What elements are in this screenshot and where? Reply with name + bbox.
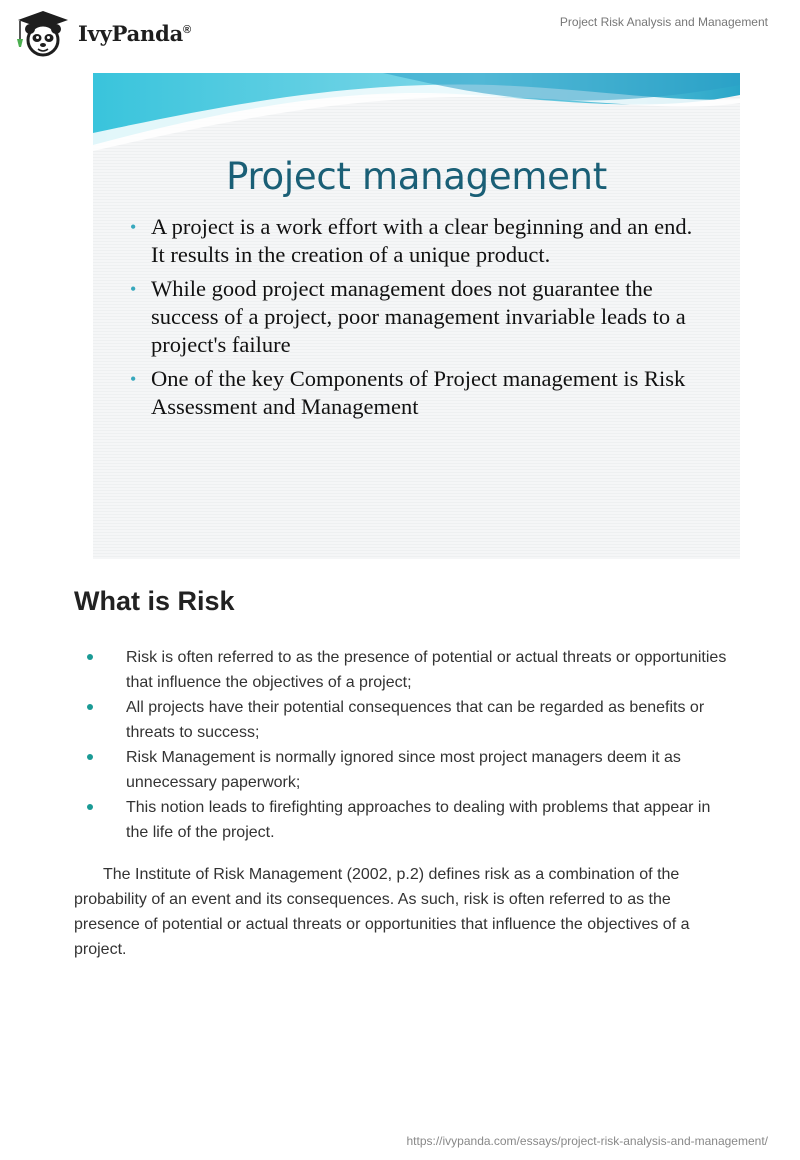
- panda-graduate-icon: [14, 9, 72, 57]
- slide-title: Project management: [226, 155, 607, 198]
- footer-url-link[interactable]: https://ivypanda.com/essays/project-risk-analysis-and-management/: [406, 1134, 768, 1148]
- section-heading: What is Risk: [74, 586, 235, 616]
- slide-image: [93, 73, 740, 559]
- list-item-text: Risk Management is normally ignored since most project managers deem it as unnecessary paperwork;: [126, 749, 681, 791]
- list-item-text: This notion leads to firefighting approaches to dealing with problems that appear in the life of the project.: [126, 799, 711, 841]
- ivypanda-logo[interactable]: [14, 8, 194, 58]
- bullet-dot-icon: [87, 754, 93, 760]
- bullet-dot-icon: •: [130, 369, 137, 389]
- slide-bullet-item: [129, 213, 709, 269]
- bullet-dot-icon: •: [130, 217, 137, 237]
- slide-bullet-text: While good project management does not guarantee the success of a project, poor management invariable leads to a project's failure: [151, 276, 686, 357]
- page-header: [0, 0, 800, 60]
- list-item-text: All projects have their potential consequences that can be regarded as benefits or threats to success;: [126, 699, 705, 741]
- slide-bullet-text: One of the key Components of Project management is Risk Assessment and Management: [151, 366, 686, 419]
- registered-mark: ®: [183, 23, 191, 36]
- body-paragraph: The Institute of Risk Management (2002, p.2) defines risk as a combination of the probability of an event and its consequences. As such, risk is often referred to as the presence of potential or actual threats or opportunities that influence the objectives of a project.: [74, 866, 690, 958]
- slide-bullet-list: [129, 213, 709, 427]
- logo-wordmark: IvyPanda®: [78, 20, 191, 46]
- list-item-text: Risk is often referred to as the presence of potential or actual threats or opportunities that influence the objectives of a project;: [126, 649, 727, 691]
- slide-wave-decoration: [93, 73, 740, 163]
- slide-bullet-text: A project is a work effort with a clear beginning and an end. It results in the creation of a unique product.: [151, 214, 693, 267]
- bullet-dot-icon: [87, 654, 93, 660]
- list-item: [74, 745, 734, 795]
- list-item: [74, 795, 734, 845]
- list-item: [74, 695, 734, 745]
- bullet-dot-icon: [87, 804, 93, 810]
- slide-bullet-item: [129, 365, 709, 421]
- document-title: Project Risk Analysis and Management: [559, 15, 768, 29]
- list-item: [74, 645, 734, 695]
- risk-bullet-list: [74, 645, 734, 845]
- bullet-dot-icon: •: [130, 279, 137, 299]
- slide-bullet-item: [129, 275, 709, 359]
- bullet-dot-icon: [87, 704, 93, 710]
